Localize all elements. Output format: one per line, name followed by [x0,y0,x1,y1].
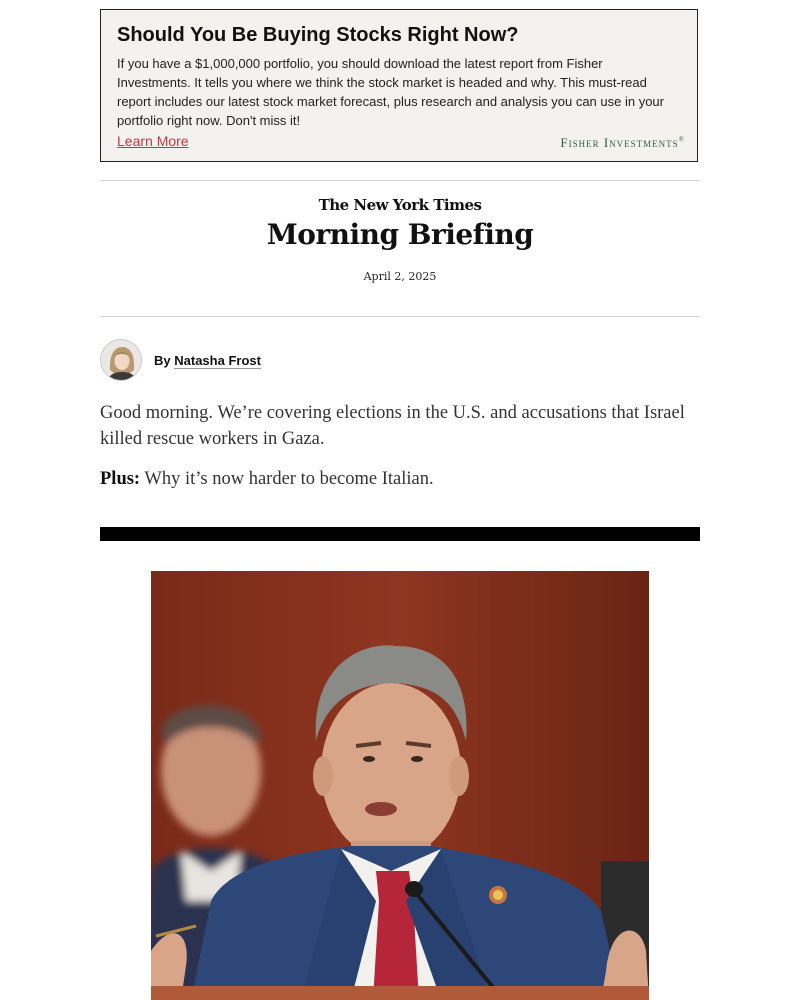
advertisement-box[interactable] [100,9,698,162]
ad-body-text: If you have a $1,000,000 portfolio, you should download the latest report from Fisher Investments. It tells you where we think the stock market is headed and why. This must-read report includes our latest stock market forecast, plus research and analysis you can use in your portfolio right now. Don't miss it! [117,56,664,128]
brand-name: Fisher Investments [560,135,679,150]
lead-photo[interactable] [151,571,649,1000]
plus-line [100,466,700,492]
author-link[interactable]: Natasha Frost [174,352,261,368]
section-divider-bar [100,527,700,541]
issue-date: April 2, 2025 [363,270,437,283]
plus-text: Why it’s now harder to become Italian. [144,469,434,489]
fisher-investments-logo [560,135,685,151]
brand-mark: ® [678,135,685,144]
byline-prefix: By [154,352,171,368]
learn-more-link[interactable]: Learn More [117,133,189,149]
newsletter-title: Morning Briefing [266,218,534,251]
author-avatar [100,339,142,381]
ad-title[interactable]: Should You Be Buying Stocks Right Now? [117,24,519,46]
divider-masthead [100,316,700,317]
plus-label: Plus: [100,469,141,489]
nyt-logo[interactable]: The New York Times [318,196,482,214]
byline [100,338,261,382]
divider-top [100,180,700,181]
intro-text: Good morning. We’re covering elections in the U.S. and accusations that Israel killed rescue workers in Gaza. [100,403,685,449]
